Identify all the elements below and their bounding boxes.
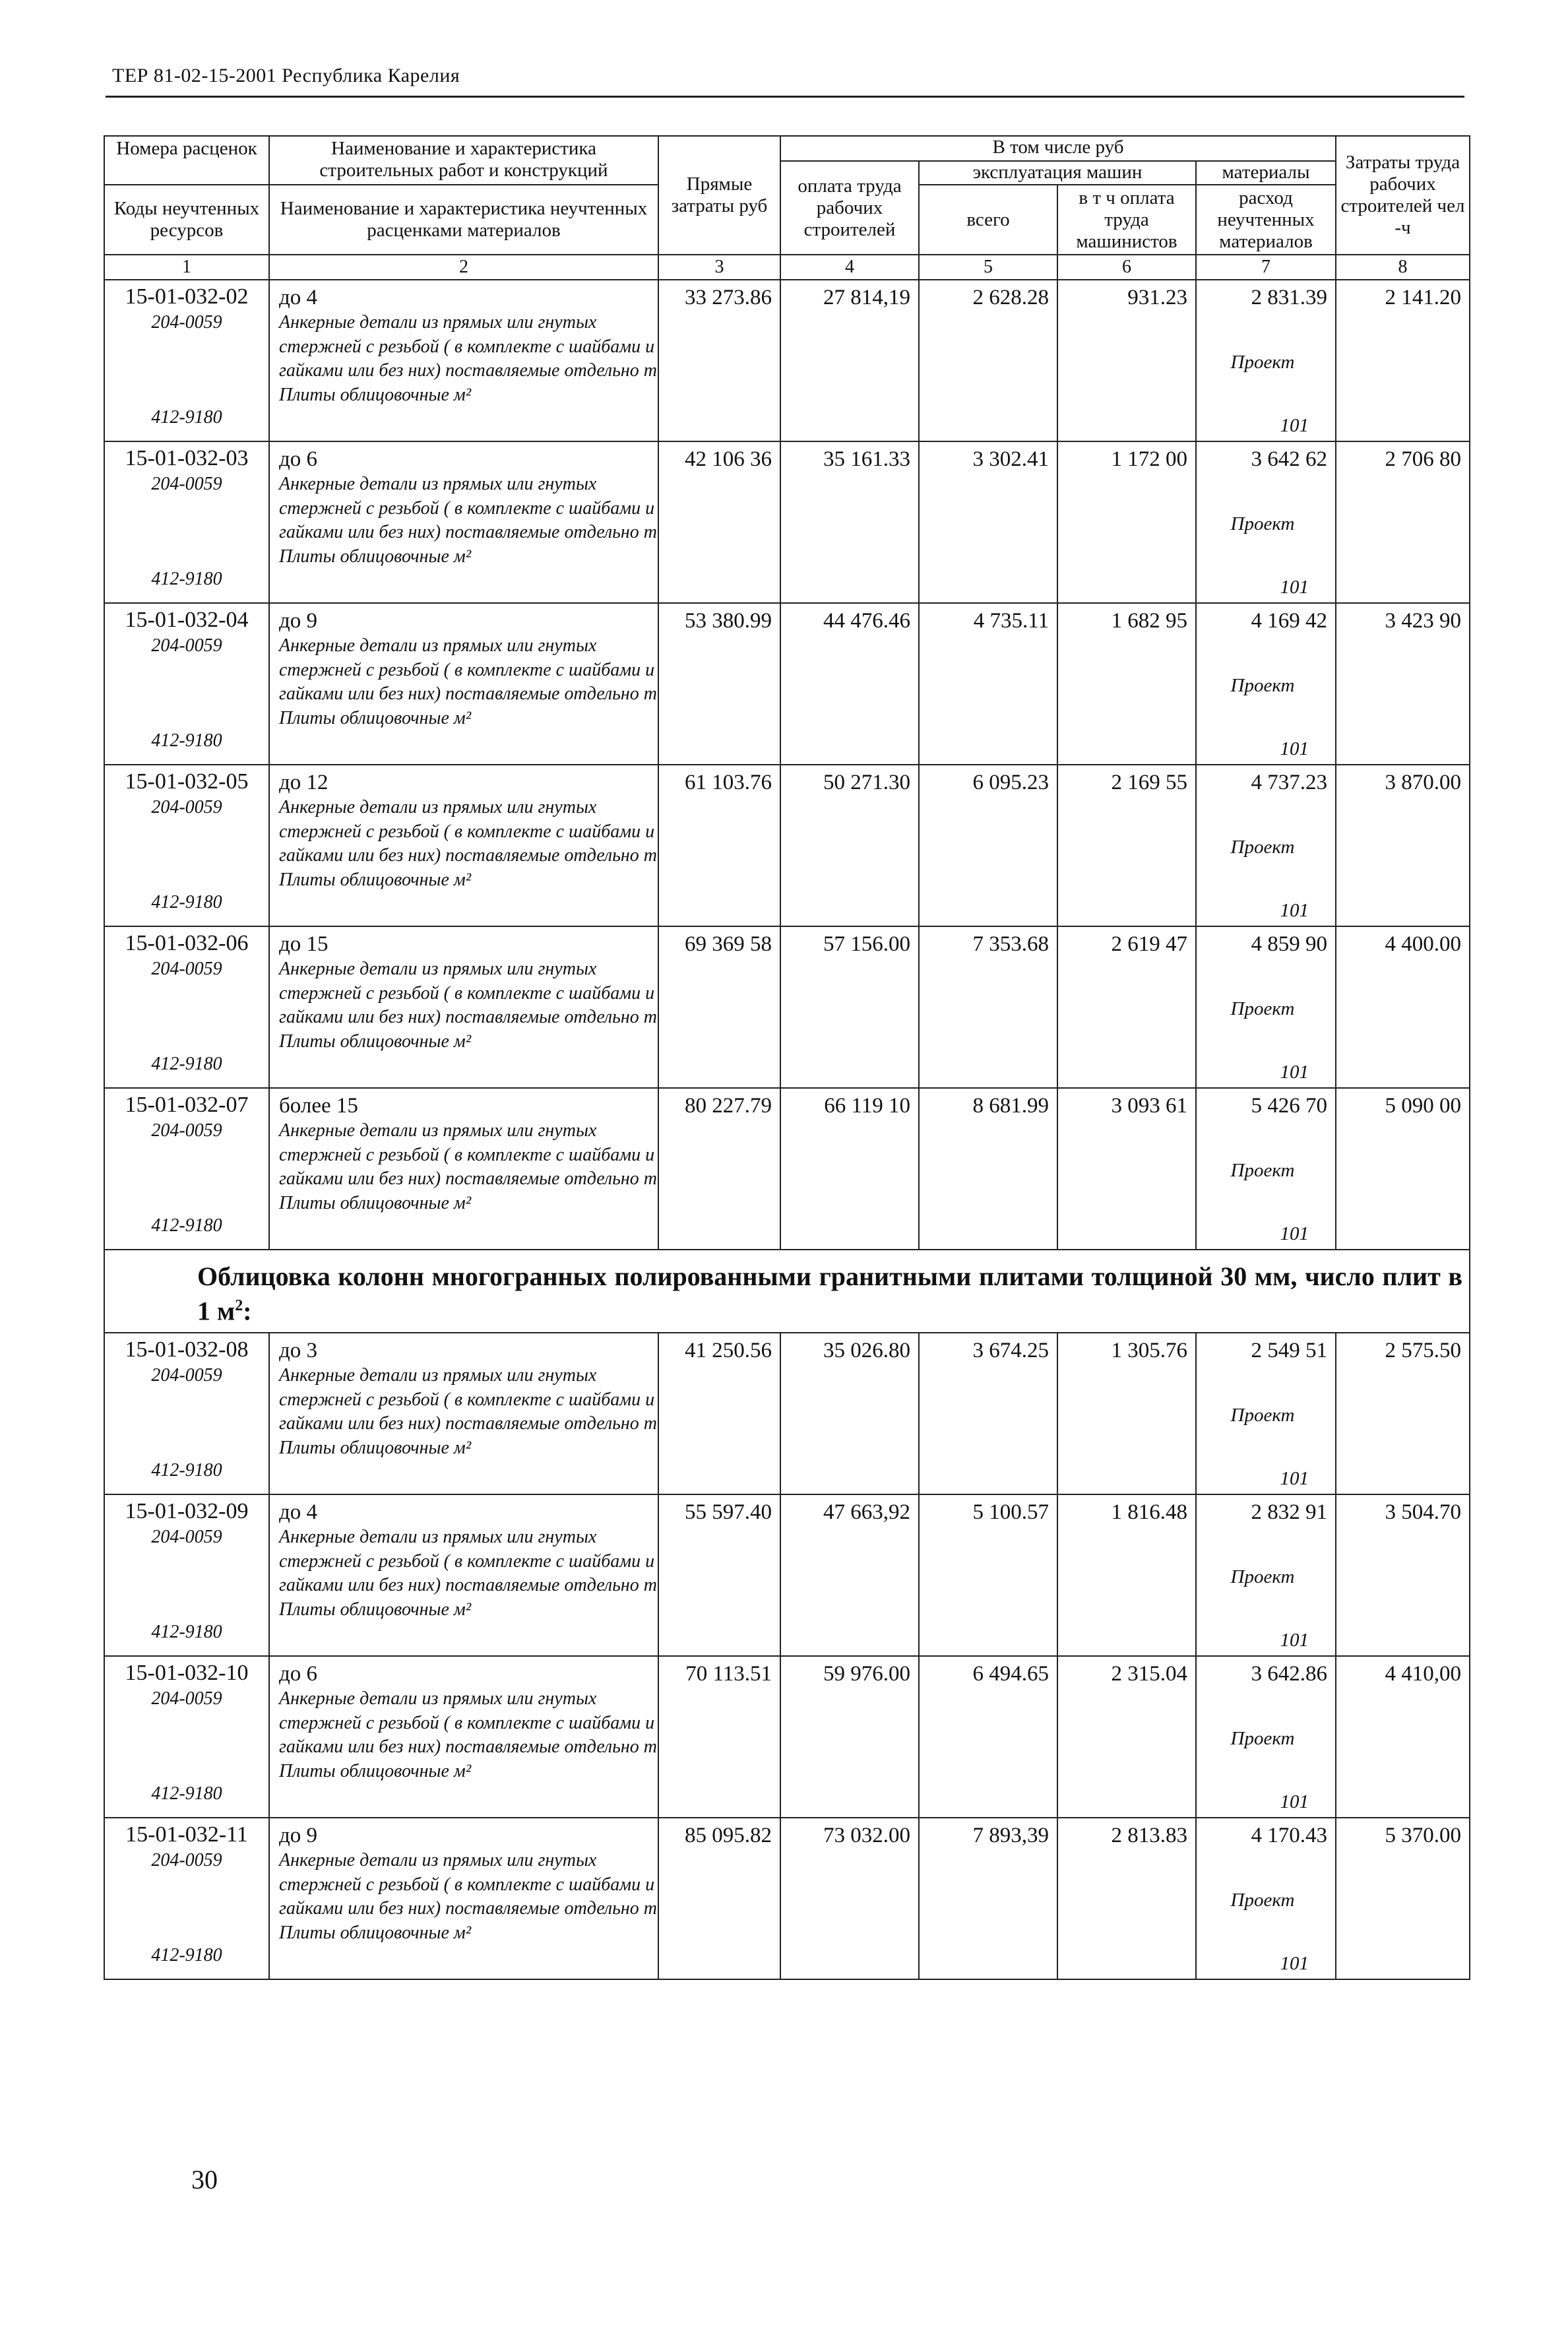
desc-cell bbox=[269, 441, 658, 603]
spacer bbox=[105, 1711, 268, 1782]
col-number: 2 bbox=[269, 255, 658, 280]
rate-code: 15-01-032-09 bbox=[125, 1499, 249, 1524]
code-cell bbox=[104, 1494, 269, 1656]
res2-qty: 101 bbox=[1280, 1953, 1309, 1975]
group2-body bbox=[104, 1333, 1470, 1979]
resource-code: 204-0059 bbox=[151, 312, 222, 333]
machines-pay-value: 3 093 61 bbox=[1111, 1094, 1187, 1118]
code-cell bbox=[104, 1656, 269, 1818]
machines-pay-value: 2 169 55 bbox=[1111, 771, 1187, 794]
res1-qty: Проект bbox=[1230, 513, 1295, 534]
machines-total bbox=[919, 441, 1057, 603]
rate-code: 15-01-032-04 bbox=[125, 608, 249, 632]
code-cell bbox=[104, 765, 269, 926]
labor-pay-value: 59 976.00 bbox=[823, 1662, 910, 1686]
spacer bbox=[105, 1872, 268, 1944]
res2-qty: 101 bbox=[1280, 1468, 1309, 1490]
rate-code: 15-01-032-06 bbox=[125, 931, 249, 955]
size-label: до 9 bbox=[279, 609, 318, 633]
section-title bbox=[104, 1250, 1470, 1333]
table-row bbox=[104, 1656, 1470, 1818]
rates-table bbox=[104, 135, 1470, 1980]
size-label: до 12 bbox=[279, 771, 329, 794]
labor-hours bbox=[1336, 441, 1470, 603]
res2-qty: 101 bbox=[1280, 1630, 1309, 1651]
spacer bbox=[105, 496, 268, 567]
labor-pay bbox=[780, 1494, 919, 1656]
labor-hours-value: 3 504.70 bbox=[1385, 1500, 1461, 1525]
size-label: до 4 bbox=[279, 1500, 318, 1525]
header-direct: Прямые затраты руб bbox=[658, 136, 780, 255]
page-header: ТЕР 81-02-15-2001 Республика Карелия bbox=[112, 65, 460, 86]
desc-cell bbox=[269, 1088, 658, 1250]
resource-desc: Плиты облицовочные м² bbox=[279, 869, 472, 890]
header-name-top: Наименование и характеристика строительных работ и конструкций bbox=[269, 136, 658, 185]
code-cell bbox=[104, 1333, 269, 1494]
materials bbox=[1196, 765, 1336, 926]
desc-cell bbox=[269, 765, 658, 926]
labor-pay-value: 35 026.80 bbox=[823, 1339, 910, 1363]
materials-value: 2 549 51 bbox=[1251, 1339, 1327, 1363]
resource-desc: Анкерные детали из прямых или гнутых стержней с резьбой ( в комплекте с шайбами и гайками или без них) поставляемые отдельно т bbox=[279, 635, 657, 704]
labor-pay-value: 47 663,92 bbox=[823, 1500, 910, 1525]
code-cell bbox=[104, 1088, 269, 1250]
labor-hours-value: 4 400.00 bbox=[1385, 932, 1461, 956]
res1-qty: Проект bbox=[1230, 352, 1295, 373]
direct-cost bbox=[658, 1656, 780, 1818]
labor-pay bbox=[780, 1088, 919, 1250]
machines-total-value: 8 681.99 bbox=[972, 1094, 1049, 1118]
header-machines-total: всего bbox=[919, 185, 1057, 255]
labor-pay-value: 27 814,19 bbox=[823, 286, 910, 309]
labor-pay bbox=[780, 765, 919, 926]
resource-code: 412-9180 bbox=[151, 892, 222, 912]
labor-pay bbox=[780, 280, 919, 441]
spacer bbox=[105, 819, 268, 891]
code-cell bbox=[104, 280, 269, 441]
desc-cell bbox=[269, 926, 658, 1088]
machines-total bbox=[919, 1088, 1057, 1250]
materials-value: 4 170.43 bbox=[1251, 1824, 1327, 1848]
res2-qty: 101 bbox=[1280, 1791, 1309, 1813]
machines-pay-value: 2 315.04 bbox=[1111, 1662, 1187, 1686]
col-number: 1 bbox=[104, 255, 269, 280]
direct-cost bbox=[658, 603, 780, 765]
machines-total-value: 5 100.57 bbox=[972, 1500, 1049, 1525]
header-labor-cost: Затраты труда рабочих строителей чел -ч bbox=[1336, 136, 1470, 255]
resource-desc: Анкерные детали из прямых или гнутых стержней с резьбой ( в комплекте с шайбами и гайками или без них) поставляемые отдельно т bbox=[279, 1850, 657, 1919]
labor-pay bbox=[780, 1818, 919, 1979]
machines-total bbox=[919, 1656, 1057, 1818]
resource-code: 204-0059 bbox=[151, 959, 222, 979]
machines-pay-value: 931.23 bbox=[1127, 286, 1187, 309]
machines-pay bbox=[1057, 1494, 1196, 1656]
direct-cost bbox=[658, 1494, 780, 1656]
table-row bbox=[104, 280, 1470, 441]
labor-hours bbox=[1336, 1088, 1470, 1250]
labor-hours-value: 4 410,00 bbox=[1385, 1662, 1461, 1686]
labor-pay-value: 44 476.46 bbox=[823, 609, 910, 633]
machines-pay-value: 1 305.76 bbox=[1111, 1339, 1187, 1363]
spacer bbox=[105, 335, 268, 406]
size-label: до 4 bbox=[279, 286, 318, 309]
direct-cost-value: 55 597.40 bbox=[685, 1500, 772, 1525]
materials bbox=[1196, 603, 1336, 765]
labor-hours bbox=[1336, 603, 1470, 765]
labor-hours-value: 3 870.00 bbox=[1385, 771, 1461, 794]
materials-value: 2 832 91 bbox=[1251, 1500, 1327, 1525]
rate-code: 15-01-032-05 bbox=[125, 769, 249, 794]
size-label: до 3 bbox=[279, 1339, 318, 1363]
machines-total-value: 6 494.65 bbox=[972, 1662, 1049, 1686]
machines-total bbox=[919, 1494, 1057, 1656]
resource-code: 204-0059 bbox=[151, 1365, 222, 1386]
col-number: 8 bbox=[1336, 255, 1470, 280]
table-row bbox=[104, 441, 1470, 603]
table-row bbox=[104, 1088, 1470, 1250]
code-cell bbox=[104, 926, 269, 1088]
materials bbox=[1196, 1494, 1336, 1656]
size-label: до 9 bbox=[279, 1824, 318, 1848]
labor-hours-value: 5 370.00 bbox=[1385, 1824, 1461, 1848]
resource-desc: Анкерные детали из прямых или гнутых стержней с резьбой ( в комплекте с шайбами и гайками или без них) поставляемые отдельно т bbox=[279, 312, 657, 381]
size-label: до 15 bbox=[279, 932, 329, 956]
res2-qty: 101 bbox=[1280, 738, 1309, 759]
direct-cost bbox=[658, 926, 780, 1088]
resource-code: 412-9180 bbox=[151, 1622, 222, 1643]
resource-desc: Анкерные детали из прямых или гнутых стержней с резьбой ( в комплекте с шайбами и гайками или без них) поставляемые отдельно т bbox=[279, 1365, 657, 1434]
resource-desc: Анкерные детали из прямых или гнутых стержней с резьбой ( в комплекте с шайбами и гайками или без них) поставляемые отдельно т bbox=[279, 797, 657, 866]
machines-total-value: 2 628.28 bbox=[972, 286, 1049, 309]
group1-body bbox=[104, 280, 1470, 1250]
direct-cost bbox=[658, 280, 780, 441]
section-title-sup: 2 bbox=[235, 1297, 243, 1314]
machines-pay-value: 2 813.83 bbox=[1111, 1824, 1187, 1848]
machines-total-value: 7 893,39 bbox=[972, 1824, 1049, 1848]
machines-total-value: 7 353.68 bbox=[972, 932, 1049, 956]
res1-qty: Проект bbox=[1230, 675, 1295, 696]
machines-pay bbox=[1057, 926, 1196, 1088]
desc-cell bbox=[269, 1333, 658, 1494]
header-machines: эксплуатация машин bbox=[919, 161, 1196, 185]
materials-value: 4 859 90 bbox=[1251, 932, 1327, 956]
rate-code: 15-01-032-02 bbox=[125, 284, 249, 309]
labor-pay-value: 35 161.33 bbox=[823, 447, 910, 471]
table-row bbox=[104, 1818, 1470, 1979]
rate-code: 15-01-032-08 bbox=[125, 1337, 249, 1362]
spacer bbox=[105, 1388, 268, 1459]
resource-code: 204-0059 bbox=[151, 797, 222, 817]
machines-total bbox=[919, 1818, 1057, 1979]
machines-total-value: 4 735.11 bbox=[973, 609, 1049, 633]
desc-cell bbox=[269, 1494, 658, 1656]
materials bbox=[1196, 1656, 1336, 1818]
machines-total-value: 6 095.23 bbox=[972, 771, 1049, 794]
labor-pay-value: 73 032.00 bbox=[823, 1824, 910, 1848]
res1-qty: Проект bbox=[1230, 1728, 1295, 1750]
resource-code: 204-0059 bbox=[151, 1527, 222, 1548]
labor-pay bbox=[780, 441, 919, 603]
table-row bbox=[104, 1333, 1470, 1494]
direct-cost-value: 80 227.79 bbox=[685, 1094, 772, 1118]
resource-desc: Плиты облицовочные м² bbox=[279, 1192, 472, 1213]
labor-hours bbox=[1336, 1656, 1470, 1818]
resource-desc: Плиты облицовочные м² bbox=[279, 1760, 472, 1781]
header-name-bottom: Наименование и характеристика неучтенных расценками материалов bbox=[269, 185, 658, 255]
labor-hours bbox=[1336, 1494, 1470, 1656]
materials bbox=[1196, 1818, 1336, 1979]
labor-pay-value: 50 271.30 bbox=[823, 771, 910, 794]
machines-pay bbox=[1057, 1088, 1196, 1250]
materials bbox=[1196, 1088, 1336, 1250]
resource-code: 204-0059 bbox=[151, 1688, 222, 1709]
spacer bbox=[105, 658, 268, 729]
machines-pay-value: 1 172 00 bbox=[1111, 447, 1187, 471]
header-codes-top: Номера расценок bbox=[104, 136, 269, 185]
direct-cost-value: 69 369 58 bbox=[685, 932, 772, 956]
rate-code: 15-01-032-10 bbox=[125, 1661, 249, 1686]
size-label: более 15 bbox=[279, 1094, 358, 1118]
header-codes-bottom: Коды неучтенных ресурсов bbox=[104, 185, 269, 255]
resource-desc: Плиты облицовочные м² bbox=[279, 1031, 472, 1052]
resource-code: 412-9180 bbox=[151, 569, 222, 589]
labor-pay bbox=[780, 603, 919, 765]
labor-hours-value: 2 706 80 bbox=[1385, 447, 1461, 471]
res1-qty: Проект bbox=[1230, 1890, 1295, 1911]
direct-cost bbox=[658, 1088, 780, 1250]
desc-cell bbox=[269, 1656, 658, 1818]
machines-pay bbox=[1057, 1333, 1196, 1494]
labor-hours-value: 2 141.20 bbox=[1385, 286, 1461, 309]
labor-hours bbox=[1336, 926, 1470, 1088]
header-labor-pay: оплата труда рабочих строителей bbox=[780, 161, 919, 255]
resource-desc: Анкерные детали из прямых или гнутых стержней с резьбой ( в комплекте с шайбами и гайками или без них) поставляемые отдельно т bbox=[279, 474, 657, 542]
direct-cost bbox=[658, 441, 780, 603]
machines-pay bbox=[1057, 280, 1196, 441]
res1-qty: Проект bbox=[1230, 837, 1295, 858]
spacer bbox=[105, 1143, 268, 1214]
direct-cost-value: 70 113.51 bbox=[685, 1662, 772, 1686]
machines-pay bbox=[1057, 1818, 1196, 1979]
resource-desc: Плиты облицовочные м² bbox=[279, 1437, 472, 1458]
direct-cost-value: 41 250.56 bbox=[685, 1339, 772, 1363]
rate-code: 15-01-032-07 bbox=[125, 1093, 249, 1117]
materials bbox=[1196, 1333, 1336, 1494]
col-number: 6 bbox=[1057, 255, 1196, 280]
resource-code: 412-9180 bbox=[151, 1054, 222, 1074]
res1-qty: Проект bbox=[1230, 1160, 1295, 1181]
machines-total bbox=[919, 280, 1057, 441]
resource-desc: Плиты облицовочные м² bbox=[279, 546, 472, 567]
materials-value: 4 737.23 bbox=[1251, 771, 1327, 794]
machines-pay bbox=[1057, 765, 1196, 926]
resource-desc: Анкерные детали из прямых или гнутых стержней с резьбой ( в комплекте с шайбами и гайками или без них) поставляемые отдельно т bbox=[279, 1527, 657, 1596]
direct-cost-value: 85 095.82 bbox=[685, 1824, 772, 1848]
size-label: до 6 bbox=[279, 1662, 318, 1686]
section-body bbox=[104, 1250, 1470, 1333]
materials-value: 5 426 70 bbox=[1251, 1094, 1327, 1118]
labor-pay bbox=[780, 1656, 919, 1818]
labor-hours-value: 3 423 90 bbox=[1385, 609, 1461, 633]
resource-desc: Анкерные детали из прямых или гнутых стержней с резьбой ( в комплекте с шайбами и гайками или без них) поставляемые отдельно т bbox=[279, 959, 657, 1027]
res1-qty: Проект bbox=[1230, 1566, 1295, 1588]
machines-pay bbox=[1057, 441, 1196, 603]
machines-pay bbox=[1057, 1656, 1196, 1818]
machines-pay bbox=[1057, 603, 1196, 765]
machines-pay-value: 1 682 95 bbox=[1111, 609, 1187, 633]
rate-code: 15-01-032-11 bbox=[125, 1822, 248, 1847]
resource-desc: Плиты облицовочные м² bbox=[279, 1599, 472, 1620]
resource-code: 412-9180 bbox=[151, 1783, 222, 1804]
materials-value: 2 831.39 bbox=[1251, 286, 1327, 309]
labor-pay-value: 66 119 10 bbox=[824, 1094, 910, 1118]
table-row bbox=[104, 1494, 1470, 1656]
labor-hours bbox=[1336, 280, 1470, 441]
materials-value: 3 642 62 bbox=[1251, 447, 1327, 471]
direct-cost bbox=[658, 1818, 780, 1979]
resource-code: 412-9180 bbox=[151, 1460, 222, 1481]
direct-cost-value: 33 273.86 bbox=[685, 286, 772, 309]
col-number: 4 bbox=[780, 255, 919, 280]
table-row bbox=[104, 765, 1470, 926]
res1-qty: Проект bbox=[1230, 998, 1295, 1019]
col-number: 7 bbox=[1196, 255, 1336, 280]
labor-hours bbox=[1336, 1333, 1470, 1494]
section-title-text: Облицовка колонн многогранных полированными гранитными плитами толщиной 30 мм, число плит в 1 м bbox=[197, 1261, 1462, 1326]
labor-hours-value: 5 090 00 bbox=[1385, 1094, 1461, 1118]
rate-code: 15-01-032-03 bbox=[125, 446, 249, 470]
res2-qty: 101 bbox=[1280, 415, 1309, 436]
resource-code: 204-0059 bbox=[151, 474, 222, 494]
size-label: до 6 bbox=[279, 447, 318, 471]
labor-hours bbox=[1336, 765, 1470, 926]
table-row bbox=[104, 603, 1470, 765]
res2-qty: 101 bbox=[1280, 577, 1309, 598]
labor-pay bbox=[780, 926, 919, 1088]
machines-total bbox=[919, 926, 1057, 1088]
labor-pay-value: 57 156.00 bbox=[823, 932, 910, 956]
spacer bbox=[105, 1549, 268, 1620]
machines-total bbox=[919, 1333, 1057, 1494]
direct-cost bbox=[658, 765, 780, 926]
code-cell bbox=[104, 441, 269, 603]
code-cell bbox=[104, 603, 269, 765]
direct-cost-value: 61 103.76 bbox=[685, 771, 772, 794]
resource-desc: Плиты облицовочные м² bbox=[279, 707, 472, 728]
desc-cell bbox=[269, 1818, 658, 1979]
direct-cost-value: 42 106 36 bbox=[685, 447, 772, 471]
col-number: 3 bbox=[658, 255, 780, 280]
resource-code: 204-0059 bbox=[151, 635, 222, 656]
header-materials: материалы bbox=[1196, 161, 1336, 185]
machines-pay-value: 1 816.48 bbox=[1111, 1500, 1187, 1525]
resource-desc: Анкерные детали из прямых или гнутых стержней с резьбой ( в комплекте с шайбами и гайками или без них) поставляемые отдельно т bbox=[279, 1120, 657, 1189]
res2-qty: 101 bbox=[1280, 1062, 1309, 1083]
machines-total-value: 3 674.25 bbox=[972, 1339, 1049, 1363]
materials bbox=[1196, 441, 1336, 603]
machines-pay-value: 2 619 47 bbox=[1111, 932, 1187, 956]
header-materials-consumption: расход неучтенных материалов bbox=[1196, 185, 1336, 255]
resource-desc: Плиты облицовочные м² bbox=[279, 1922, 472, 1943]
page-number: 30 bbox=[191, 2165, 218, 2194]
col-number: 5 bbox=[919, 255, 1057, 280]
labor-hours-value: 2 575.50 bbox=[1385, 1339, 1461, 1363]
section-title-suffix: : bbox=[243, 1296, 252, 1326]
labor-hours bbox=[1336, 1818, 1470, 1979]
labor-pay bbox=[780, 1333, 919, 1494]
resource-desc: Анкерные детали из прямых или гнутых стержней с резьбой ( в комплекте с шайбами и гайками или без них) поставляемые отдельно т bbox=[279, 1688, 657, 1758]
header-rule bbox=[106, 96, 1464, 98]
code-cell bbox=[104, 1818, 269, 1979]
resource-code: 412-9180 bbox=[151, 407, 222, 428]
direct-cost bbox=[658, 1333, 780, 1494]
direct-cost-value: 53 380.99 bbox=[685, 609, 772, 633]
resource-code: 204-0059 bbox=[151, 1850, 222, 1871]
machines-total bbox=[919, 603, 1057, 765]
materials-value: 4 169 42 bbox=[1251, 609, 1327, 633]
desc-cell bbox=[269, 280, 658, 441]
desc-cell bbox=[269, 603, 658, 765]
res2-qty: 101 bbox=[1280, 1223, 1309, 1244]
materials-value: 3 642.86 bbox=[1251, 1662, 1327, 1686]
resource-code: 412-9180 bbox=[151, 730, 222, 751]
resource-code: 412-9180 bbox=[151, 1215, 222, 1236]
resource-code: 204-0059 bbox=[151, 1120, 222, 1141]
machines-total bbox=[919, 765, 1057, 926]
table-header bbox=[104, 136, 1470, 280]
materials bbox=[1196, 280, 1336, 441]
resource-desc: Плиты облицовочные м² bbox=[279, 384, 472, 405]
spacer bbox=[105, 981, 268, 1052]
materials bbox=[1196, 926, 1336, 1088]
header-machines-pay: в т ч оплата труда машинистов bbox=[1057, 185, 1196, 255]
resource-code: 412-9180 bbox=[151, 1945, 222, 1966]
machines-total-value: 3 302.41 bbox=[972, 447, 1049, 471]
table-row bbox=[104, 926, 1470, 1088]
res2-qty: 101 bbox=[1280, 900, 1309, 921]
header-incl: В том числе руб bbox=[780, 136, 1336, 161]
res1-qty: Проект bbox=[1230, 1405, 1295, 1426]
